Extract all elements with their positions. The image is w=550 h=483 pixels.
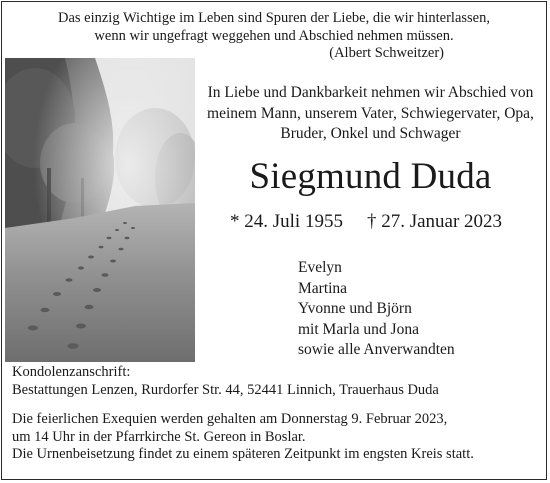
family-list bbox=[298, 258, 455, 361]
condolence-heading: Kondolenzanschrift: bbox=[12, 364, 131, 380]
farewell-intro bbox=[196, 83, 545, 145]
service-line-2: um 14 Uhr in der Pfarrkirche St. Gereon in Boslar. bbox=[12, 428, 306, 445]
misty-park-footprints-image bbox=[5, 58, 195, 362]
birth-date: * 24. Juli 1955 bbox=[230, 211, 343, 232]
condolence-address: Bestattungen Lenzen, Rurdorfer Str. 44, 52441 Linnich, Trauerhaus Duda bbox=[12, 381, 439, 398]
deceased-name: Siegmund Duda bbox=[249, 156, 492, 197]
intro-line-3: Bruder, Onkel und Schwager bbox=[280, 125, 461, 142]
service-line-1: Die feierlichen Exequien werden gehalten am Donnerstag 9. Februar 2023, bbox=[12, 411, 448, 427]
intro-line-2: meinem Mann, unserem Vater, Schwiegervater, Opa, bbox=[207, 104, 534, 122]
family-member: sowie alle Anverwandten bbox=[298, 341, 455, 358]
quote-line-2: wenn wir ungefragt weggehen und Abschied nehmen müssen. bbox=[94, 27, 454, 44]
intro-line-1: In Liebe und Dankbarkeit nehmen wir Abschied von bbox=[207, 84, 534, 101]
service-line-3: Die Urnenbeisetzung findet zu einem späteren Zeitpunkt im engsten Kreis statt. bbox=[12, 446, 474, 462]
quote-author: (Albert Schweitzer) bbox=[329, 45, 444, 61]
quote-line-1: Das einzig Wichtige im Leben sind Spuren der Liebe, die wir hinterlassen, bbox=[57, 10, 490, 26]
family-member: mit Marla und Jona bbox=[298, 320, 419, 338]
family-member: Martina bbox=[298, 279, 348, 297]
death-date: † 27. Januar 2023 bbox=[366, 211, 503, 232]
life-dates bbox=[230, 210, 520, 234]
quote bbox=[0, 10, 548, 63]
notice-details bbox=[12, 364, 542, 464]
family-member: Yvonne und Björn bbox=[298, 300, 412, 317]
family-member: Evelyn bbox=[298, 259, 342, 276]
